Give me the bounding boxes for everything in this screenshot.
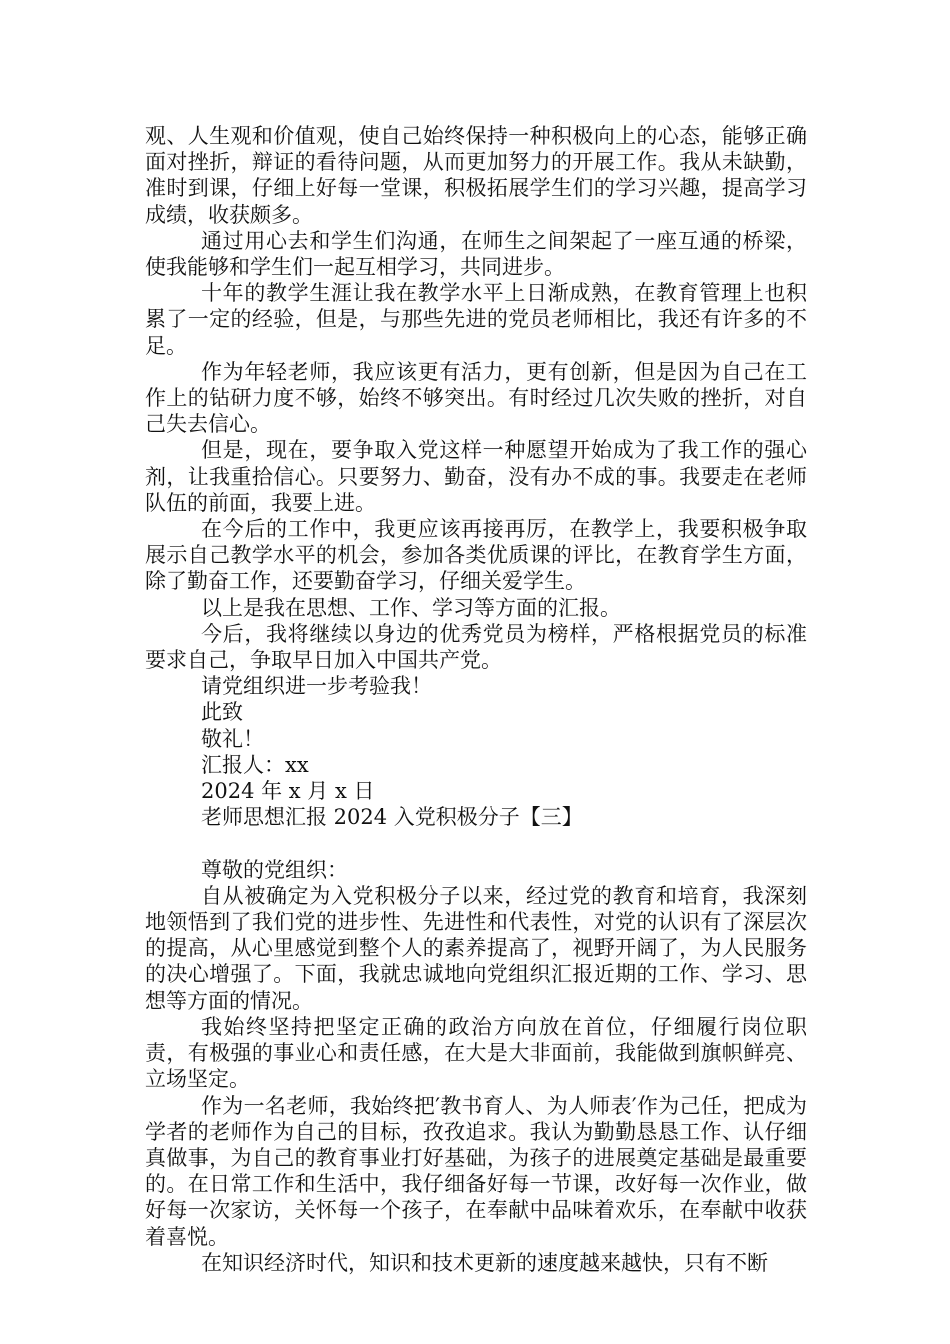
paragraph-future-work: 在今后的工作中，我更应该再接再厉，在教学上，我要积极争取展示自己教学水平的机会，参加各类优质课的评比，在教育学生方面，除了勤奋工作，还要勤奋学习，仔细关爱学生。 [145, 517, 807, 594]
closing-salutation: 此致 [201, 700, 243, 725]
paragraph-young-teacher: 作为年轻老师，我应该更有活力，更有创新，但是因为自己在工作上的钻研力度不够，始终不够突出。有时经过几次失败的挫折，对自己失去信心。 [145, 359, 807, 437]
closing-regards: 敬礼！ [201, 726, 264, 751]
greeting: 尊敬的党组织： [201, 857, 348, 882]
paragraph-knowledge-era: 在知识经济时代，知识和技术更新的速度越来越快，只有不断 [201, 1250, 768, 1275]
paragraph-teaching-career: 十年的教学生涯让我在教学水平上日渐成熟，在教育管理上也积累了一定的经验，但是，与那些先进的党员老师相比，我还有许多的不足。 [145, 281, 807, 358]
paragraph-summary: 以上是我在思想、工作、学习等方面的汇报。 [201, 595, 621, 620]
paragraph-motivation: 但是，现在，要争取入党这样一种愿望开始成为了我工作的强心剂，让我重拾信心。只要努力、勤奋，没有办不成的事。我要走在老师队伍的前面，我要上进。 [145, 438, 807, 515]
paragraph-teacher-duty: 作为一名老师，我始终把′教书育人、为人师表′作为己任，把成为学者的老师作为自己的目标，孜孜追求。我认为勤勤恳恳工作、认仔细真做事，为自己的教育事业打好基础，为孩子的进展奠定基础是最重要的。在日常工作和生活中，我仔细备好每一节课，改好每一次作业，做好每一次家访，关怀每一个孩子，在奉献中品味着欢乐，在奉献中收获着喜悦。 [145, 1093, 807, 1249]
paragraph-resolution: 今后，我将继续以身边的优秀党员为榜样，严格根据党员的标准要求自己，争取早日加入中国共产党。 [145, 621, 807, 673]
paragraph-political-direction: 我始终坚持把坚定正确的政治方向放在首位，仔细履行岗位职责，有极强的事业心和责任感，在大是大非面前，我能做到旗帜鲜亮、立场坚定。 [145, 1014, 807, 1092]
reporter-name: 汇报人：xx [201, 752, 309, 777]
paragraph-communication: 通过用心去和学生们沟通，在师生之间架起了一座互通的桥梁，使我能够和学生们一起互相学习，共同进步。 [145, 228, 807, 280]
report-date: 2024 年 x 月 x 日 [201, 779, 375, 804]
document-body [145, 123, 807, 1276]
closing-request: 请党组织进一步考验我！ [201, 674, 432, 699]
section-title: 老师思想汇报 2024 入党积极分子【三】 [201, 805, 583, 830]
paragraph-continuation: 观、人生观和价值观，使自己始终保持一种积极向上的心态，能够正确面对挫折，辩证的看待问题，从而更加努力的开展工作。我从未缺勤，准时到课，仔细上好每一堂课，积极拓展学生们的学习兴趣，提高学习成绩，收获颇多。 [145, 124, 807, 227]
blank-line [145, 830, 807, 856]
paragraph-introduction: 自从被确定为入党积极分子以来，经过党的教育和培育，我深刻地领悟到了我们党的进步性、先进性和代表性，对党的认识有了深层次的提高，从心里感觉到整个人的素养提高了，视野开阔了，为人民服务的决心增强了。下面，我就忠诚地向党组织汇报近期的工作、学习、思想等方面的情况。 [145, 883, 807, 1013]
